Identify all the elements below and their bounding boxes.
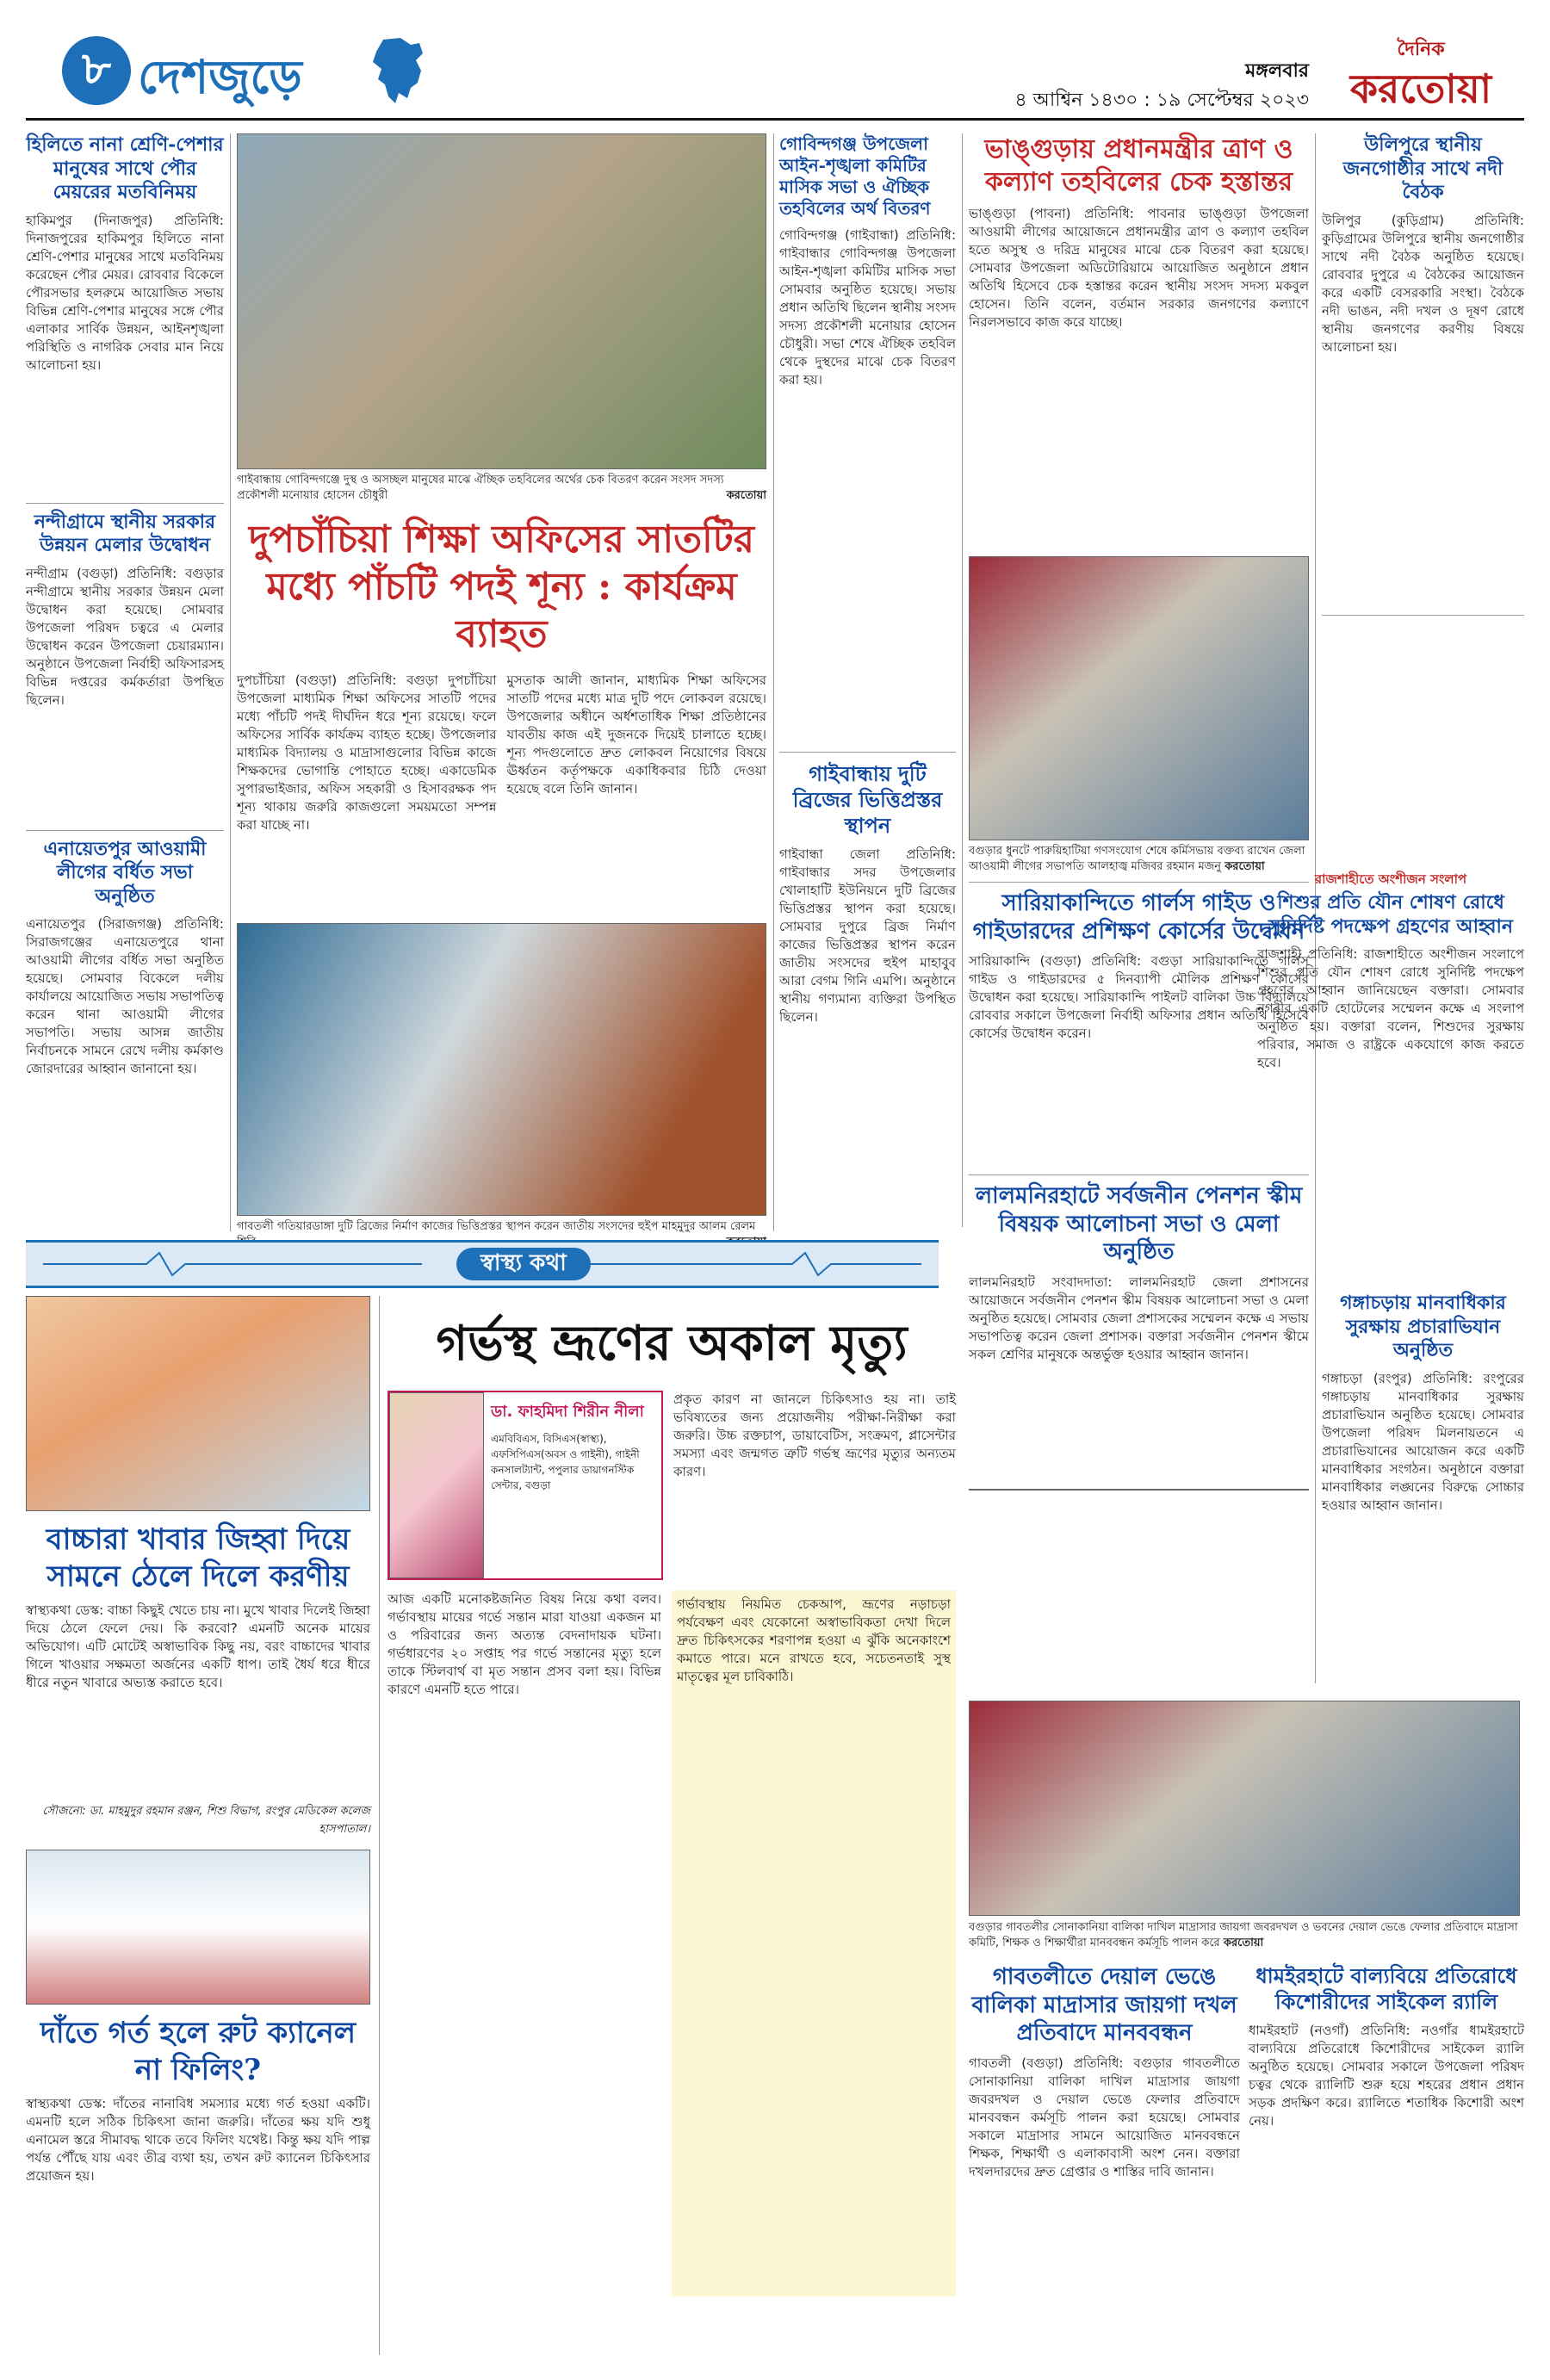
- author-box: [388, 1391, 663, 1580]
- article-body: ভাঙ্গুড়া (পাবনা) প্রতিনিধি: পাবনার ভাঙ্গুড়া উপজেলা আওয়ামী লীগের আয়োজনে প্রধানমন্ত্রীর ত্রাণ ও কল্যাণ তহবিল হতে অসুস্থ ও দরিদ্র মানুষের মাঝে চেক বিতরণ করা হয়েছে। সোমবার উপজেলা অডিটোরিয়ামে আয়োজিত অনুষ্ঠানে প্রধান অতিথি হিসেবে চেক হস্তান্তর করেন স্থানীয় সংসদ সদস্য মকবুল হোসেন। তিনি বলেন, বর্তমান সরকার জনগণের কল্যাণে নিরলসভাবে কাজ করে যাচ্ছে।: [969, 206, 1309, 330]
- author-credentials: এমবিবিএস, বিসিএস(স্বাস্থ্য), এফসিপিএস(অবস ও গাইনী), গাইনী কনসালট্যান্ট, পপুলার ডায়াগনস্টিক সেন্টার, বগুড়া: [491, 1433, 640, 1491]
- photo-caption-text: গাবতলী গতিয়ারডাঙ্গা দুটি ব্রিজের নির্মাণ কাজের ভিত্তিপ্রস্তর স্থাপন করেন জাতীয় সংসদের হুইপ মাহমুদুর আলম রেলম: [237, 1220, 756, 1233]
- paper-logo-small: দৈনিক: [1397, 39, 1445, 60]
- day-label: মঙ্গলবার: [1245, 60, 1309, 82]
- page-number: ৮: [62, 36, 131, 105]
- photo-caption-text: বগুড়ার ধুনটে পারুয়িহাটিয়া গণসংযোগ শেষে কর্মিসভায় বক্তব্য রাখেন জেলা আওয়ামী লীগের সভাপতি আলহাজ্ব মজিবর রহমান মজনু: [969, 845, 1305, 873]
- article-body: গঙ্গাচড়া (রংপুর) প্রতিনিধি: রংপুরের গঙ্গাচড়ায় মানবাধিকার সুরক্ষায় প্রচারাভিযান অনুষ্ঠিত হয়েছে। সোমবার উপজেলা পরিষদ মিলনায়তনে এ প্রচারাভিযানের আয়োজন করে একটি মানবাধিকার সংগঠন। অনুষ্ঠানে বক্তারা মানবাধিকার লঙ্ঘনের বিরুদ্ধে সোচ্চার হওয়ার আহ্বান জানান।: [1322, 1370, 1524, 1513]
- heartbeat-icon: [577, 1251, 921, 1277]
- author-name: ডা. ফাহমিদা শিরীন নীলা: [491, 1403, 644, 1421]
- article-body: স্বাস্থ্যকথা ডেস্ক: বাচ্চা কিছুই খেতে চায় না। মুখে খাবার দিলেই জিহ্বা দিয়ে ঠেলে ফেলে দেয়। কি করবো? এমনটি অনেক মায়ের অভিযোগ। এটি মোটেই অস্বাভাবিক কিছু নয়, বরং বাচ্চাদের খাবার গিলে খাওয়ার সক্ষমতা অর্জনের একটি ধাপ। তাই ধৈর্য ধরে ধীরে ধীরে নতুন খাবারে অভ্যস্ত করাতে হবে।: [26, 1602, 370, 1690]
- photo-caption: [969, 1920, 1520, 1955]
- article-title: সারিয়াকান্দিতে গার্লস গাইড ও গাইডারদের প্রশিক্ষণ কোর্সের উদ্বোধন: [972, 890, 1305, 945]
- divider: [26, 830, 224, 831]
- rally-photo: [969, 556, 1309, 840]
- column-1: [26, 133, 224, 1236]
- ceremony-photo: [237, 923, 766, 1216]
- photo-caption: [237, 473, 766, 504]
- article-body: গাবতলী (বগুড়া) প্রতিনিধি: বগুড়ার গাবতলীতে সোনাকানিয়া বালিকা দাখিল মাদ্রাসার জায়গা জবরদখল ও দেয়াল ভেঙে ফেলার প্রতিবাদে মানববন্ধন কর্মসূচি পালন করা হয়েছে। সোমবার সকালে মাদ্রাসার সামনে আয়োজিত মানববন্ধনে শিক্ষক, শিক্ষার্থী ও এলাকাবাসী অংশ নেন। বক্তারা দখলদারদের দ্রুত গ্রেপ্তার ও শাস্তির দাবি জানান।: [969, 2055, 1240, 2179]
- article-body: প্রকৃত কারণ না জানলে চিকিৎসাও হয় না। তাই ভবিষ্যতের জন্য প্রয়োজনীয় পরীক্ষা-নিরীক্ষা করা জরুরি। উচ্চ রক্তচাপ, ডায়াবেটিস, সংক্রমণ, প্লাসেন্টার সমস্যা এবং জন্মগত ত্রুটি গর্ভস্থ ভ্রূণের মৃত্যুর অন্যতম কারণ।: [673, 1391, 956, 1479]
- divider: [26, 503, 224, 504]
- article-body: স্বাস্থ্যকথা ডেস্ক: দাঁতের নানাবিধ সমস্যার মধ্যে গর্ত হওয়া একটি। এমনটি হলে সঠিক চিকিৎসা জানা জরুরি। দাঁতের ক্ষয় যদি শুধু এনামেল স্তরে সীমাবদ্ধ থাকে তবে ফিলিং যথেষ্ট। কিন্তু ক্ষয় যদি পাল্প পর্যন্ত পৌঁছে যায় এবং তীব্র ব্যথা হয়, তখন রুট ক্যানেল চিকিৎসার প্রয়োজন হয়।: [26, 2096, 370, 2184]
- feature-body-columns: [388, 1590, 956, 2296]
- lead-headline: দুপচাঁচিয়া শিক্ষা অফিসের সাতটির মধ্যে পাঁচটি পদই শূন্য : কার্যক্রম ব্যাহত: [249, 518, 754, 656]
- date-label: ৪ আশ্বিন ১৪৩০ : ১৯ সেপ্টেম্বর ২০২৩: [1014, 90, 1309, 111]
- article-body: নন্দীগ্রাম (বগুড়া) প্রতিনিধি: বগুড়ার নন্দীগ্রামে স্থানীয় সরকার উন্নয়ন মেলা উদ্বোধন করা হয়েছে। সোমবার উপজেলা পরিষদ চত্বরে এ মেলার উদ্বোধন করেন উপজেলা চেয়ারম্যান। অনুষ্ঠানে উপজেলা নির্বাহী অফিসারসহ বিভিন্ন দপ্তরের কর্মকর্তারা উপস্থিত ছিলেন।: [26, 565, 224, 708]
- photo-credit: করতোয়া: [1223, 1937, 1264, 1949]
- gangachara-article: [1322, 1292, 1524, 1688]
- article-body: লালমনিরহাট সংবাদদাতা: লালমনিরহাট জেলা প্রশাসনের আয়োজনে সর্বজনীন পেনশন স্কীম বিষয়ক আলোচনা সভা ও মেলা অনুষ্ঠিত হয়েছে। সোমবার জেলা প্রশাসকের সম্মেলন কক্ষে এ সভায় সভাপতিত্ব করেন জেলা প্রশাসক। বক্তারা সর্বজনীন পেনশন স্কীমে সকল শ্রেণির মানুষকে অন্তর্ভুক্ত হওয়ার আহ্বান জানান।: [969, 1274, 1309, 1362]
- spacer: [969, 1489, 1309, 1491]
- divider: [962, 133, 963, 1227]
- divider: [230, 133, 231, 1231]
- article-title: বাচ্চারা খাবার জিহ্বা দিয়ে সামনে ঠেলে দিলে করণীয়: [46, 1522, 350, 1594]
- author-photo: [389, 1392, 484, 1578]
- article-title: লালমনিরহাটে সর্বজনীন পেনশন স্কীম বিষয়ক আলোচনা সভা ও মেলা অনুষ্ঠিত: [975, 1183, 1303, 1265]
- masthead: [26, 26, 1524, 121]
- photo-credit: করতোয়া: [1224, 860, 1265, 873]
- section-title: দেশজুড়ে: [138, 49, 302, 104]
- feature-top-row: [388, 1391, 956, 1580]
- author-details: [484, 1392, 661, 1578]
- rajshahi-article: [1257, 870, 1524, 1283]
- article-kicker: রাজশাহীতে অংশীজন সংলাপ: [1314, 871, 1467, 887]
- lead-body-columns: [237, 672, 766, 913]
- bangladesh-map-icon: [366, 36, 426, 105]
- article-body: এনায়েতপুর (সিরাজগঞ্জ) প্রতিনিধি: সিরাজগঞ্জের এনায়েতপুরে থানা আওয়ামী লীগের বর্ধিত সভা অনুষ্ঠিত হয়েছে। সোমবার বিকেলে দলীয় কার্যালয়ে আয়োজিত সভায় সভাপতিত্ব করেন থানা আওয়ামী লীগের সভাপতি। সভায় আসন্ন জাতীয় নির্বাচনকে সামনে রেখে দলীয় কর্মকাণ্ড জোরদারের আহ্বান জানানো হয়।: [26, 916, 224, 1076]
- article-title: দাঁতে গর্ত হলে রুট ক্যানেল না ফিলিং?: [40, 2016, 356, 2087]
- human-chain-photo: [969, 1701, 1520, 1916]
- paper-logo: [1318, 34, 1524, 110]
- date-block: [1014, 57, 1309, 115]
- article-source: সৌজন্যে: ডা. মাহমুদুর রহমান রঞ্জন, শিশু বিভাগ, রংপুর মেডিকেল কলেজ হাসপাতাল।: [42, 1805, 370, 1836]
- article-title: গাবতলীতে দেয়াল ভেঙে বালিকা মাদ্রাসার জায়গা দখল প্রতিবাদে মানববন্ধন: [971, 1964, 1237, 2046]
- divider: [379, 1296, 380, 2355]
- article-body: গর্ভাবস্থায় নিয়মিত চেকআপ, ভ্রূণের নড়াচড়া পর্যবেক্ষণ এবং যেকোনো অস্বাভাবিকতা দেখা দিলে দ্রুত চিকিৎসকের শরণাপন্ন হওয়া এ ঝুঁকি অনেকাংশে কমাতে পারে। মনে রাখতে হবে, সচেতনতাই সুস্থ মাতৃত্বের মূল চাবিকাঠি।: [672, 1590, 956, 2296]
- article-body: গাইবান্ধা জেলা প্রতিনিধি: গাইবান্ধার সদর উপজেলার খোলাহাটি ইউনিয়নে দুটি ব্রিজের ভিত্তিপ্রস্তর স্থাপন করা হয়েছে। সোমবার দুপুরে ব্রিজ নির্মাণ কাজের ভিত্তিপ্রস্তর স্থাপন করেন জাতীয় সংসদের হুইপ মাহাবুব আরা বেগম গিনি এমপি। অনুষ্ঠানে স্থানীয় গণ্যমান্য ব্যক্তিরা উপস্থিত ছিলেন।: [779, 846, 956, 1025]
- article-title: গোবিন্দগঞ্জ উপজেলা আইন-শৃঙ্খলা কমিটির মাসিক সভা ও ঐচ্ছিক তহবিলের অর্থ বিতরণ: [779, 133, 931, 219]
- lead-photo: [237, 133, 766, 469]
- health-left-column: [26, 1296, 370, 2355]
- article-body: মুসতাক আলী জানান, মাধ্যমিক শিক্ষা অফিসের সাতটি পদের মধ্যে মাত্র দুটি পদে লোকবল রয়েছে। উপজেলার অধীনে অর্ধশতাধিক শিক্ষা প্রতিষ্ঠানের যাবতীয় কাজ এই দুজনকে দিয়েই চালাতে হচ্ছে। শূন্য পদগুলোতে দ্রুত লোকবল নিয়োগের বিষয়ে ঊর্ধ্বতন কর্তৃপক্ষকে একাধিকবার চিঠি দেওয়া হয়েছে বলে তিনি জানান।: [506, 672, 766, 796]
- article-body: রাজশাহী প্রতিনিধি: রাজশাহীতে অংশীজন সংলাপে শিশুর প্রতি যৌন শোষণ রোধে সুনির্দিষ্ট পদক্ষেপ গ্রহণের আহ্বান জানিয়েছেন বক্তারা। সোমবার নগরীর একটি হোটেলের সম্মেলন কক্ষে এ সংলাপ অনুষ্ঠিত হয়। বক্তারা বলেন, শিশুদের সুরক্ষায় পরিবার, সমাজ ও রাষ্ট্রকে একযোগে কাজ করতে হবে।: [1257, 946, 1524, 1070]
- divider: [1322, 615, 1524, 616]
- article-title: হিলিতে নানা শ্রেণি-পেশার মানুষের সাথে পৌর মেয়রের মতবিনিময়: [26, 133, 224, 203]
- article-body: উলিপুর (কুড়িগ্রাম) প্রতিনিধি: কুড়িগ্রামের উলিপুরে স্থানীয় জনগোষ্ঠীর সাথে নদী বৈঠক অনুষ্ঠিত হয়েছে। রোববার দুপুরে এ বৈঠকের আয়োজন করে একটি বেসরকারি সংস্থা। বৈঠকে নদী ভাঙন, নদী দখল ও দূষণ রোধে স্থানীয় জনগণের করণীয় বিষয়ে আলোচনা হয়।: [1322, 212, 1524, 355]
- article-title: উলিপুরে স্থানীয় জনগোষ্ঠীর সাথে নদী বৈঠক: [1342, 133, 1504, 203]
- column-4: [779, 133, 956, 1236]
- article-body: আজ একটি মনোকষ্টজনিত বিষয় নিয়ে কথা বলব। গর্ভাবস্থায় মায়ের গর্ভে সন্তান মারা যাওয়া একজন মা ও পরিবারের জন্য অত্যন্ত বেদনাদায়ক ঘটনা। গর্ভধারণের ২০ সপ্তাহ পর গর্ভে সন্তানের মৃত্যু হলে তাকে স্টিলবার্থ বা মৃত সন্তান প্রসব বলা হয়। বিভিন্ন কারণে এমনটি হতে পারে।: [388, 1591, 661, 1697]
- health-section-band: [26, 1240, 939, 1288]
- article-body: দুপচাঁচিয়া (বগুড়া) প্রতিনিধি: বগুড়া দুপচাঁচিয়া উপজেলা মাধ্যমিক শিক্ষা অফিসের সাতটি পদের মধ্যে পাঁচটি পদই দীর্ঘদিন ধরে শূন্য রয়েছে। ফলে অফিসের সার্বিক কার্যক্রম ব্যাহত হচ্ছে। উপজেলার মাধ্যমিক বিদ্যালয় ও মাদ্রাসাগুলোর বিভিন্ন কাজে শিক্ষকদের ভোগান্তি পোহাতে হচ্ছে। একাডেমিক সুপারভাইজার, অফিস সহকারী ও হিসাবরক্ষক পদ শূন্য থাকায় জরুরি কাজগুলো সময়মতো সম্পন্ন করা যাচ্ছে না।: [237, 672, 497, 833]
- paper-logo-name: করতোয়া: [1349, 65, 1492, 112]
- photo-caption-text: বগুড়ার গাবতলীর সোনাকানিয়া বালিকা দাখিল মাদ্রাসার জায়গা জবরদখল ও ভবনের দেয়াল ভেঙে ফেলার প্রতিবাদে মাদ্রাসা কমিটি, শিক্ষক ও শিক্ষার্থীরা মানববন্ধন কর্মসূচি পালন করে: [969, 1921, 1518, 1949]
- divider: [779, 752, 956, 753]
- article-title: নন্দীগ্রামে স্থানীয় সরকার উন্নয়ন মেলার উদ্বোধন: [34, 510, 216, 556]
- dhamoirhat-article: [1249, 1963, 1524, 2359]
- photo-credit: করতোয়া: [726, 489, 766, 502]
- feature-title: গর্ভস্থ ভ্রূণের অকাল মৃত্যু: [436, 1315, 908, 1372]
- article-title: এনায়েতপুর আওয়ামী লীগের বর্ধিত সভা অনুষ্ঠিত: [43, 837, 207, 908]
- article-title: ভাঙ্গুড়ায় প্রধানমন্ত্রীর ত্রাণ ও কল্যাণ তহবিলের চেক হস্তান্তর: [984, 134, 1293, 197]
- article-title: শিশুর প্রতি যৌন শোষণ রোধে সুনির্দিষ্ট পদক্ষেপ গ্রহণের আহ্বান: [1268, 891, 1514, 938]
- article-body: ধামইরহাট (নওগাঁ) প্রতিনিধি: নওগাঁর ধামইরহাটে বাল্যবিয়ে প্রতিরোধে কিশোরীদের সাইকেল র‌্যালি অনুষ্ঠিত হয়েছে। সোমবার সকালে উপজেলা পরিষদ চত্বর থেকে র‌্যালিটি শুরু হয়ে শহরের প্রধান প্রধান সড়ক প্রদক্ষিণ করে। র‌্যালিতে শতাধিক কিশোরী অংশ নেয়।: [1249, 2023, 1524, 2129]
- divider: [773, 133, 774, 1231]
- article-title: গঙ্গাচড়ায় মানবাধিকার সুরক্ষায় প্রচারাভিযান অনুষ্ঠিত: [1340, 1292, 1506, 1361]
- article-title: গাইবান্ধায় দুটি ব্রিজের ভিত্তিপ্রস্তর স্থাপন: [792, 761, 943, 838]
- lead-section: [237, 133, 766, 1236]
- madrasa-article: [969, 1963, 1240, 2359]
- photo-caption-text: গাইবান্ধায় গোবিন্দগঞ্জে দুস্থ ও অসচ্ছল মানুষের মাঝে ঐচ্ছিক তহবিলের অর্থের চেক বিতরণ করেন সংসদ সদস্য প্রকৌশলী মনোয়ার হোসেন চৌধুরী: [237, 474, 724, 502]
- health-section-label: স্বাস্থ্য কথা: [456, 1248, 591, 1280]
- article-body: সারিয়াকান্দি (বগুড়া) প্রতিনিধি: বগুড়া সারিয়াকান্দিতে গার্লস গাইড ও গাইডারদের ৫ দিনব্যাপী মৌলিক প্রশিক্ষণ কোর্সের উদ্বোধন করা হয়েছে। সারিয়াকান্দি পাইলট বালিকা উচ্চ বিদ্যালয়ে রোববার সকালে উপজেলা নির্বাহী অফিসার প্রধান অতিথি হিসেবে কোর্সের উদ্বোধন করেন।: [969, 953, 1309, 1041]
- article-body: গোবিন্দগঞ্জ (গাইবান্ধা) প্রতিনিধি: গাইবান্ধার গোবিন্দগঞ্জ উপজেলা আইন-শৃঙ্খলা কমিটির মাসিক সভা সোমবার অনুষ্ঠিত হয়েছে। সভায় প্রধান অতিথি ছিলেন স্থানীয় সংসদ সদস্য প্রকৌশলী মনোয়ার হোসেন চৌধুরী। সভা শেষে ঐচ্ছিক তহবিল থেকে দুস্থদের মাঝে চেক বিতরণ করা হয়।: [779, 227, 956, 387]
- health-feature: [388, 1296, 956, 2355]
- heartbeat-icon: [43, 1251, 422, 1277]
- article-title: ধামইরহাটে বাল্যবিয়ে প্রতিরোধে কিশোরীদের সাইকেল র‌্যালি: [1256, 1963, 1517, 2014]
- teeth-photo: [26, 1850, 370, 2005]
- article-body: হাকিমপুর (দিনাজপুর) প্রতিনিধি: দিনাজপুরের হাকিমপুর হিলিতে নানা শ্রেণি-পেশার মানুষের সাথে মতবিনিময় করেছেন পৌর মেয়র। রোববার বিকেলে পৌরসভার হলরুমে আয়োজিত সভায় বিভিন্ন শ্রেণি-পেশার মানুষের সঙ্গে পৌর এলাকার সার্বিক উন্নয়ন, আইনশৃঙ্খলা পরিস্থিতি ও নাগরিক সেবার মান নিয়ে আলোচনা হয়।: [26, 212, 224, 373]
- child-eating-photo: [26, 1296, 370, 1511]
